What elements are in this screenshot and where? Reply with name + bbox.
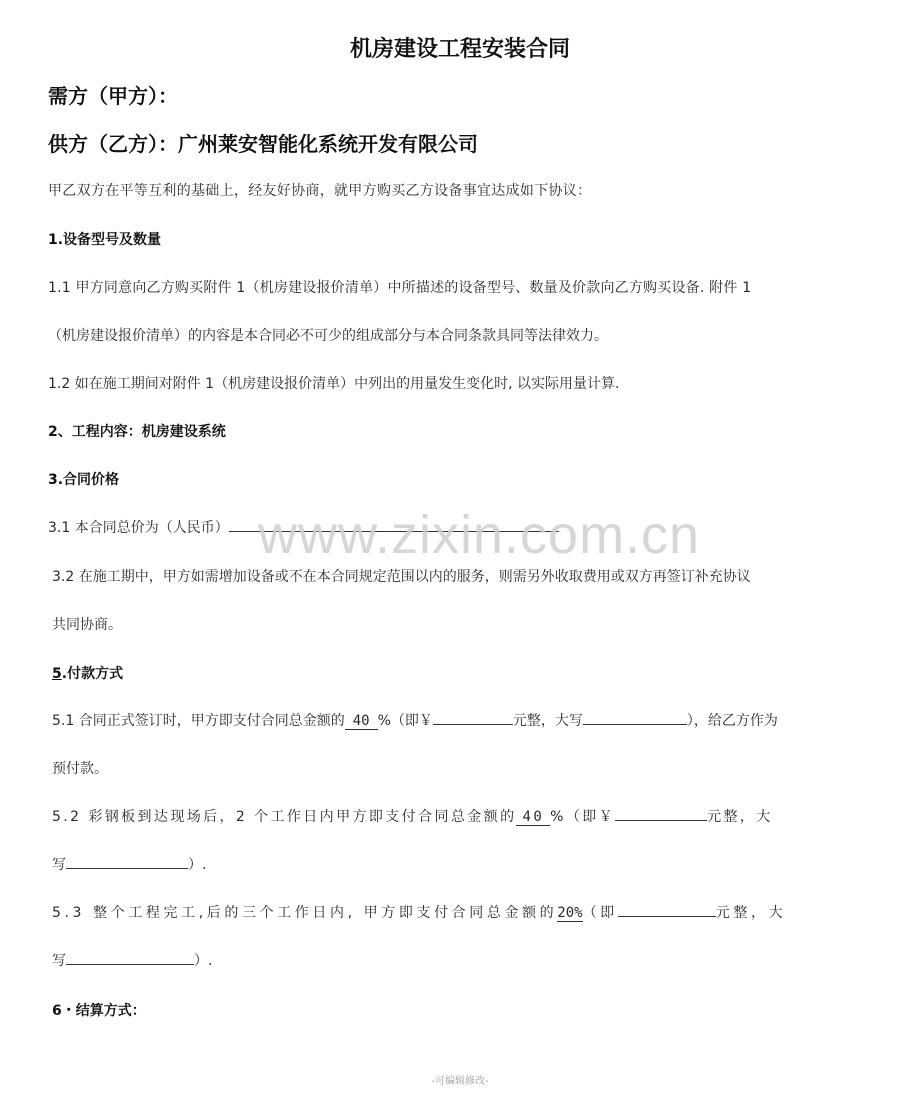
- amount-blank-5-2: [615, 806, 707, 821]
- section-1-heading: 1.设备型号及数量: [48, 232, 162, 248]
- percent-value-5-2: 40: [516, 809, 550, 826]
- clause-5-2-daxie: 元整，大: [707, 809, 773, 825]
- clause-5-1-daxie: 元整，大写: [512, 713, 583, 729]
- intro-paragraph: 甲乙双方在平等互利的基础上，经友好协商，就甲方购买乙方设备事宜达成如下协议：: [48, 183, 592, 199]
- clause-5-1-text: 5.1 合同正式签订时，甲方即支付合同总金额的: [52, 713, 345, 729]
- clause-3-2-line2: 共同协商。: [52, 617, 122, 633]
- clause-5-3-text: 5.3 整个工程完工,后的三个工作日内, 甲方即支付合同总金额的: [52, 905, 558, 921]
- party-b-label: 供方（乙方）：广州莱安智能化系统开发有限公司: [48, 132, 478, 156]
- clause-5-3-xie: 写: [52, 953, 66, 969]
- clause-5-3-line1: [52, 902, 786, 922]
- section-2-heading: 2、工程内容：机房建设系统: [48, 424, 226, 440]
- daxie-blank-5-1: [583, 710, 687, 725]
- clause-1-1-line1: 1.1 甲方同意向乙方购买附件 1（机房建设报价清单）中所描述的设备型号、数量及价款向乙方购买设备. 附件 1: [48, 280, 752, 296]
- section-5-heading: [52, 663, 123, 683]
- section-6-heading: 6・结算方式：: [52, 1003, 146, 1019]
- clause-5-2-end: ）.: [188, 857, 207, 873]
- daxie-blank-5-2: [66, 854, 188, 869]
- daxie-blank-5-3: [66, 950, 194, 965]
- clause-5-2-text: 5.2 彩钢板到达现场后，2 个工作日内甲方即支付合同总金额的: [52, 809, 517, 825]
- clause-5-2-line1: [52, 806, 773, 826]
- section-5-title: .付款方式: [61, 666, 124, 682]
- clause-3-2-line1: 3.2 在施工期中，甲方如需增加设备或不在本合同规定范围以内的服务，则需另外收取费用或双方再签订补充协议: [52, 569, 751, 585]
- clause-3-1-text: 3.1 本合同总价为（人民币）: [48, 520, 229, 536]
- clause-5-2-line2: [52, 854, 206, 874]
- clause-5-3-daxie: 元整，大: [715, 905, 787, 921]
- clause-5-1-end: ），给乙方作为: [686, 713, 778, 729]
- percent-value-5-3: 20%: [557, 905, 583, 921]
- section-5-number: 5: [52, 666, 62, 682]
- clause-5-2-xie: 写: [52, 857, 66, 873]
- amount-blank-5-3: [618, 902, 716, 917]
- clause-1-1-line2: （机房建设报价清单）的内容是本合同必不可少的组成部分与本合同条款具同等法律效力。: [48, 328, 608, 344]
- clause-5-1-yuan-prefix: %（即￥: [377, 713, 433, 729]
- clause-5-3-line2: [52, 950, 212, 970]
- section-3-heading: 3.合同价格: [48, 472, 120, 488]
- amount-blank-5-1: [433, 710, 513, 725]
- percent-value-5-1: 40: [345, 713, 378, 730]
- party-a-label: 需方（甲方）：: [48, 84, 178, 108]
- clause-1-2: 1.2 如在施工期间对附件 1（机房建设报价清单）中列出的用量发生变化时, 以实际用量计算.: [48, 376, 620, 392]
- document-title: 机房建设工程安装合同: [349, 37, 570, 62]
- clause-5-2-yuan-prefix: %（即￥: [550, 809, 616, 825]
- watermark: www.zixin.com.cn: [258, 505, 701, 565]
- clause-5-1-line2: 预付款。: [52, 761, 108, 777]
- clause-5-3-end: ）.: [194, 953, 213, 969]
- clause-5-1-line1: [52, 710, 778, 730]
- clause-5-3-prefix: （即: [582, 905, 618, 921]
- page-footer: -可编辑修改-: [431, 1076, 489, 1087]
